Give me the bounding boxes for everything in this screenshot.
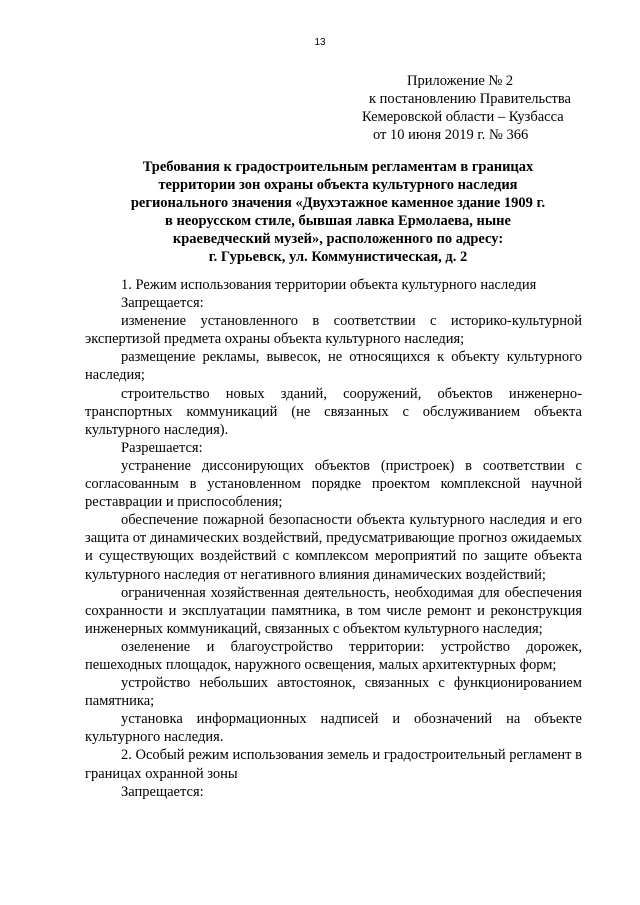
- paragraph: устройство небольших автостоянок, связанных с функционированием памятника;: [85, 675, 582, 710]
- paragraph: строительство новых зданий, сооружений, объектов инженерно-транспортных коммуникаций (не связанных с обслуживанием объекта культурного наследия).: [85, 385, 582, 438]
- prohibited-label: Запрещается:: [121, 783, 204, 800]
- paragraph: озеленение и благоустройство территории: устройство дорожек, пешеходных площадок, наружного освещения, малых архитектурных форм;: [85, 638, 582, 673]
- title-line: в неорусском стиле, бывшая лавка Ермолаева, ныне: [165, 213, 511, 229]
- title-line: краеведческий музей», расположенного по адресу:: [172, 231, 504, 247]
- appendix-decree-line: к постановлению Правительства: [369, 91, 571, 107]
- allowed-label: Разрешается:: [121, 439, 203, 456]
- title-line: регионального значения «Двухэтажное каменное здание 1909 г.: [130, 195, 546, 211]
- appendix-number: Приложение № 2: [407, 73, 514, 89]
- prohibited-label: Запрещается:: [121, 295, 204, 312]
- paragraph: изменение установленного в соответствии с историко-культурной экспертизой предмета охраны объекта культурного наследия;: [85, 313, 582, 348]
- document-body: [85, 276, 582, 801]
- appendix-header: [360, 72, 600, 144]
- title-line: г. Гурьевск, ул. Коммунистическая, д. 2: [208, 249, 468, 265]
- section-heading-1: 1. Режим использования территории объекта культурного наследия: [121, 277, 537, 293]
- paragraph: размещение рекламы, вывесок, не относящихся к объекту культурного наследия;: [85, 349, 582, 384]
- title-line: территории зон охраны объекта культурного наследия: [158, 177, 518, 193]
- document-title: [118, 158, 558, 266]
- paragraph: обеспечение пожарной безопасности объекта культурного наследия и его защита от динамических воздействий, предусматривающие прогноз ожидаемых и существующих воздействий с комплексом мероприятий по защите объекта культурного наследия от негативного влияния динамических воздействий;: [85, 512, 582, 583]
- title-line: Требования к градостроительным регламентам в границах: [142, 159, 534, 175]
- paragraph: установка информационных надписей и обозначений на объекте культурного наследия.: [85, 711, 582, 746]
- paragraph: устранение диссонирующих объектов (пристроек) в соответствии с согласованным в установленном порядке проектом комплексной научной реставрации и приспособления;: [85, 457, 582, 511]
- paragraph: ограниченная хозяйственная деятельность, необходимая для обеспечения сохранности и эксплуатации памятника, в том числе ремонт и реконструкция инженерных коммуникаций, связанных с объектом культурного наследия;: [85, 584, 582, 637]
- appendix-date-line: от 10 июня 2019 г. № 366: [373, 127, 529, 143]
- page-number: 13: [314, 37, 326, 48]
- appendix-region-line: Кемеровской области – Кузбасса: [362, 109, 564, 125]
- section-heading-2: 2. Особый режим использования земель и градостроительный регламент в границах охранной зоны: [85, 747, 582, 782]
